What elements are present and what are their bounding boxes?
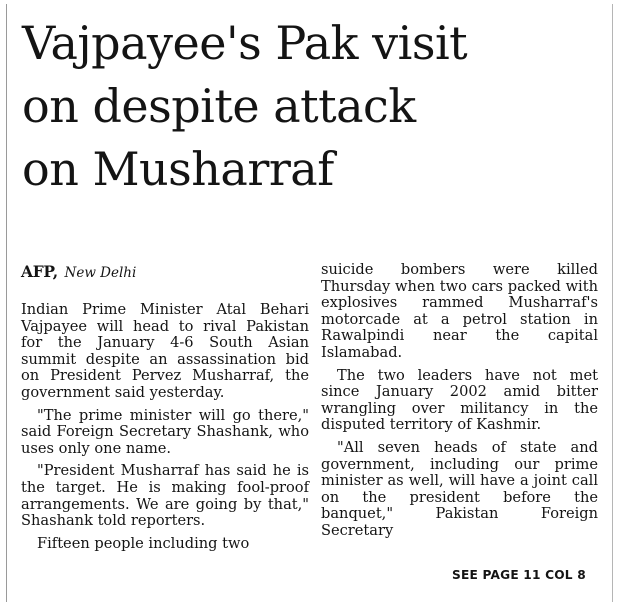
paragraph-quote-go-there: "The prime minister will go there," said Foreign Secretary Shashank, who uses only one name. [21, 406, 309, 457]
article-column-right [321, 262, 598, 546]
paragraph-lede: Indian Prime Minister Atal Behari Vajpayee will head to rival Pakistan for the January 4-6 South Asian summit despite an assassination bid on President Pervez Musharraf, the government said yesterday. [21, 301, 309, 401]
paragraph-quote-target: "President Musharraf has said he is the target. He is making fool-proof arrangements. We are going by that," Shashank told reporters. [21, 462, 309, 530]
paragraph-fifteen-people: Fifteen people including two [37, 534, 250, 552]
paragraph-leaders-not-met: The two leaders have not met since January 2002 amid bitter wrangling over militancy in the disputed territory of Kashmir. [321, 366, 598, 434]
paragraph-suicide-bombers: suicide bombers were killed Thursday when two cars packed with explosives rammed Musharraf's motorcade at a petrol station in Rawalpindi near the capital Islamabad. [321, 261, 598, 361]
right-column-rule [612, 4, 613, 602]
headline-line-3: on Musharraf [22, 142, 334, 196]
byline-dateline: New Delhi [64, 265, 137, 281]
headline [22, 12, 607, 201]
byline [21, 262, 309, 282]
paragraph-heads-of-state: "All seven heads of state and government, including our prime minister as well, will have a joint call on the president before the banquet," Pakistan Foreign Secretary [321, 438, 598, 539]
headline-line-2: on despite attack [22, 79, 416, 133]
article-column-left [21, 262, 309, 558]
left-column-rule [6, 4, 7, 602]
byline-agency: AFP, [21, 262, 58, 281]
continuation-jump-line: SEE PAGE 11 COL 8 [452, 568, 586, 582]
headline-line-1: Vajpayee's Pak visit [22, 16, 468, 70]
